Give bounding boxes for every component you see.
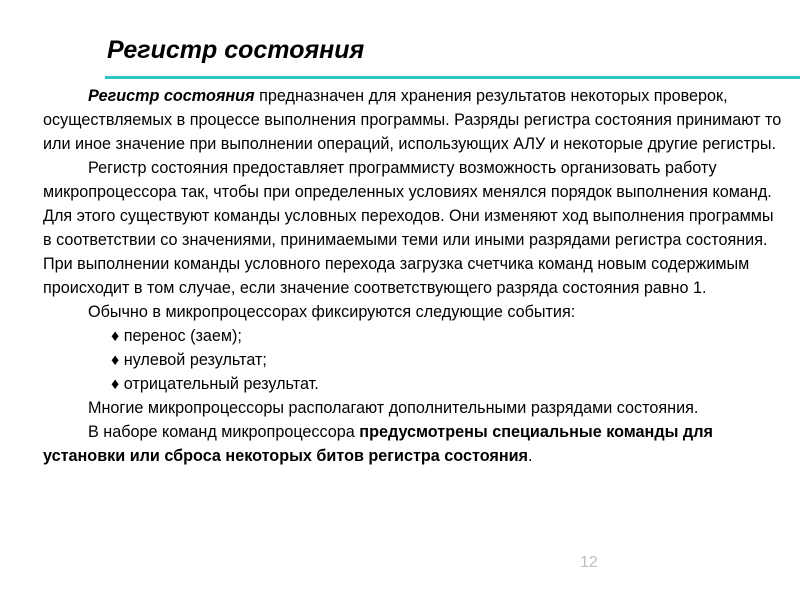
paragraph-definition: [43, 84, 783, 156]
paragraph-extra-bits: Многие микропроцессоры располагают дополнительными разрядами состояния.: [88, 399, 699, 417]
term-lead: Регистр состояния: [88, 87, 255, 105]
paragraph-set-reset-commands: [43, 420, 783, 468]
commands-text: В наборе команд микропроцессора: [88, 423, 360, 441]
slide-body: [43, 84, 783, 468]
bullet-item-carry: ♦ перенос (заем);: [111, 327, 242, 345]
paragraph-events-intro: Обычно в микропроцессорах фиксируются следующие события:: [88, 303, 576, 321]
page-number: 12: [580, 554, 598, 571]
definition-text: предназначен для хранения результатов некоторых проверок, осуществляемых в процессе выполнения программы. Разряды регистра состояния принимают то или иное значение при выполнении операций, использующих АЛУ и некоторые другие регистры.: [43, 87, 782, 153]
bullet-item-negative: ♦ отрицательный результат.: [111, 375, 319, 393]
bullet-item-zero: ♦ нулевой результат;: [111, 351, 267, 369]
title-underline: [105, 76, 800, 79]
commands-bold: предусмотрены специальные команды для установки или сброса некоторых битов регистра состояния: [43, 423, 713, 465]
slide-title: Регистр состояния: [107, 36, 365, 64]
commands-end: .: [528, 447, 533, 465]
paragraph-conditional-jumps: Регистр состояния предоставляет программисту возможность организовать работу микропроцессора так, чтобы при определенных условиях менялся порядок выполнения команд. Для этого существуют команды условных переходов. Они изменяют ход выполнения программы в соответствии со значениями, принимаемыми теми или иными разрядами регистра состояния. При выполнении команды условного перехода загрузка счетчика команд новым содержимым происходит в том случае, если значение соответствующего разряда состояния равно 1.: [43, 159, 774, 297]
